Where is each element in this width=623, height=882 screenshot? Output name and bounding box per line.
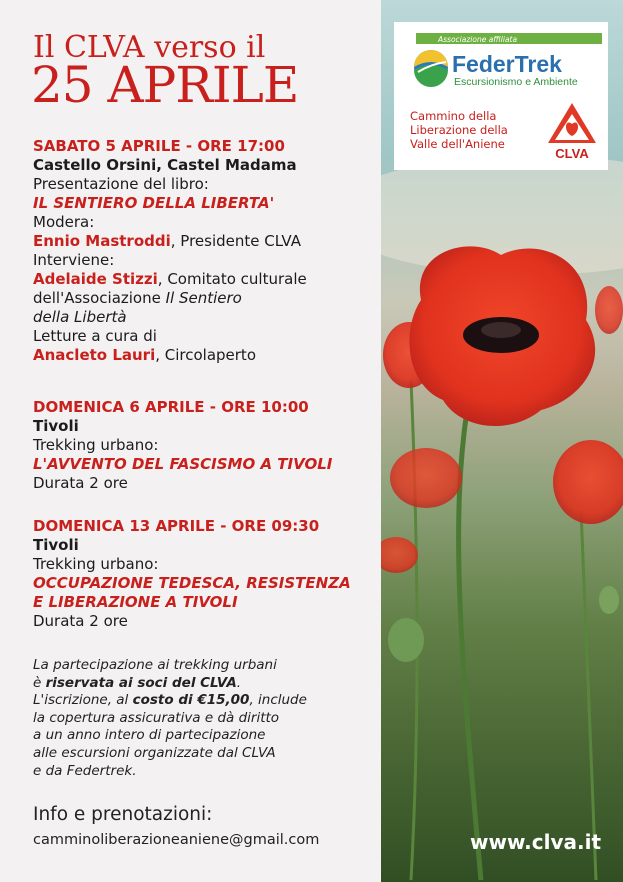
event-1-heading: SABATO 5 APRILE - ORE 17:00 [33,137,285,155]
event-3-theme-1: OCCUPAZIONE TEDESCA, RESISTENZA [33,574,351,592]
contact-email[interactable]: camminoliberazioneaniene@gmail.com [33,832,320,848]
event-1 [33,137,378,365]
reader-name: Anacleto Lauri [33,346,156,364]
event-1-speaker-label: Interviene: [33,251,115,269]
event-3-place: Tivoli [33,536,79,554]
event-1-speaker-org [33,289,378,308]
clva-triangle-icon [548,103,596,143]
event-2-duration: Durata 2 ore [33,474,128,492]
event-2-type: Trekking urbano: [33,436,159,454]
note-line-7: e da Federtrek. [33,762,137,779]
note-l3a: L'iscrizione, al [33,692,133,709]
note-l3c: , include [249,692,307,709]
cammino-line-3: Valle dell'Aniene [410,137,505,151]
moderator-name: Ennio Mastroddi [33,232,171,250]
note-l3b: costo di €15,00 [132,692,250,709]
logo-box [394,22,608,170]
speaker-role-1: , Comitato culturale [157,270,307,288]
event-3-theme-2: E LIBERAZIONE A TIVOLI [33,593,238,611]
moderator-role: , Presidente CLVA [170,232,301,250]
note-l2b: riservata ai soci del CLVA [45,674,237,691]
website-link[interactable]: www.clva.it [470,830,602,854]
event-3-type: Trekking urbano: [33,555,159,573]
note-line-2 [33,675,378,693]
event-1-speaker [33,270,378,289]
event-1-presentation: Presentazione del libro: [33,175,209,193]
logo-brand-sub: Escursionismo e Ambiente [454,76,578,88]
event-2 [33,398,378,493]
membership-note [33,657,378,780]
note-line-4: la copertura assicurativa e dà diritto [33,709,280,726]
speaker-role-3: della Libertà [33,308,127,326]
logo-brand: FederTrek [452,51,562,77]
event-3-heading: DOMENICA 13 APRILE - ORE 09:30 [33,517,320,535]
event-2-heading: DOMENICA 6 APRILE - ORE 10:00 [33,398,309,416]
federtrek-emblem-icon [414,50,448,87]
event-1-reader [33,346,378,365]
event-1-book: IL SENTIERO DELLA LIBERTA' [33,194,275,212]
event-1-readings-label: Letture a cura di [33,327,157,345]
speaker-role-2a: dell'Associazione [33,289,166,307]
cammino-line-1: Cammino della [410,109,497,123]
speaker-name: Adelaide Stizzi [33,270,158,288]
logo-graphics [394,22,608,170]
logo-clva: CLVA [555,146,589,161]
event-3 [33,517,378,631]
event-3-duration: Durata 2 ore [33,612,128,630]
note-line-6: alle escursioni organizzate dal CLVA [33,744,276,761]
title-line-2: 25 APRILE [31,56,299,114]
cammino-line-2: Liberazione della [410,123,508,137]
note-line-5: a un anno intero di partecipazione [33,727,266,744]
speaker-role-2b: Il Sentiero [165,289,242,307]
event-2-place: Tivoli [33,417,79,435]
event-2-theme: L'AVVENTO DEL FASCISMO A TIVOLI [33,455,333,473]
title-line-1: Il CLVA verso il [33,30,266,65]
info-label: Info e prenotazioni: [33,804,213,825]
event-1-moderator [33,232,378,251]
note-l2a: è [33,674,46,691]
event-1-place: Castello Orsini, Castel Madama [33,156,297,174]
reader-org: , Circolaperto [155,346,256,364]
note-line-1: La partecipazione ai trekking urbani [33,657,277,673]
logo-tagline: Associazione affiliata [438,35,518,44]
event-1-moderator-label: Modera: [33,213,95,231]
note-line-3 [33,692,378,710]
note-l2c: . [236,674,242,691]
